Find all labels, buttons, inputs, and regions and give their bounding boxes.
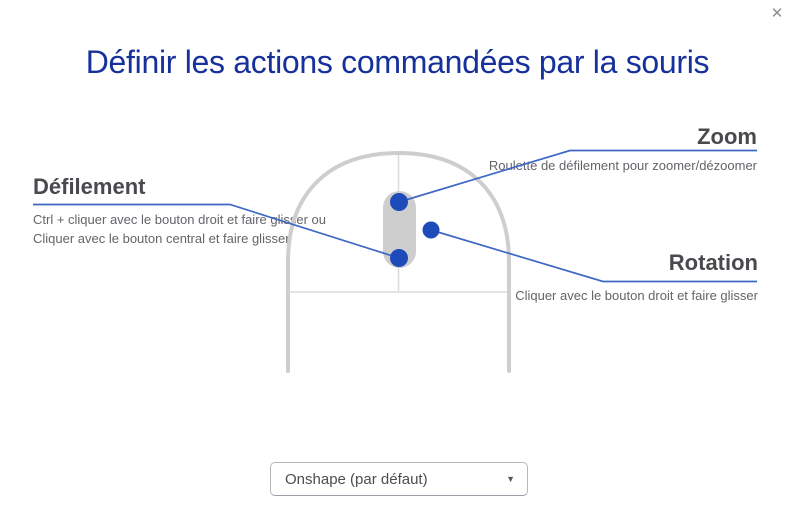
chevron-down-icon: ▼ [506, 473, 515, 484]
rotation-label: Rotation [668, 250, 758, 275]
scroll-description-line2: Cliquer avec le bouton central et faire glisser [33, 231, 290, 246]
mouse-scheme-select[interactable] [270, 462, 528, 496]
scroll-description-line1: Ctrl + cliquer avec le bouton droit et faire glisser ou [33, 212, 327, 227]
mouse-outline [288, 153, 509, 371]
rotation-dot [423, 222, 440, 239]
close-icon[interactable]: ✕ [766, 3, 788, 25]
scroll-label: Défilement [33, 174, 146, 199]
mouse-scheme-selected-value: Onshape (par défaut) [285, 470, 428, 488]
zoom-dot [390, 193, 408, 211]
mouse-scroll-wheel [383, 191, 416, 268]
dialog-title: Définir les actions commandées par la souris [85, 44, 710, 80]
zoom-label: Zoom [697, 124, 757, 149]
zoom-description: Roulette de défilement pour zoomer/dézoomer [488, 158, 757, 173]
scroll-description [33, 210, 326, 248]
rotation-description: Cliquer avec le bouton droit et faire glisser [515, 288, 758, 303]
scroll-dot [390, 249, 408, 267]
